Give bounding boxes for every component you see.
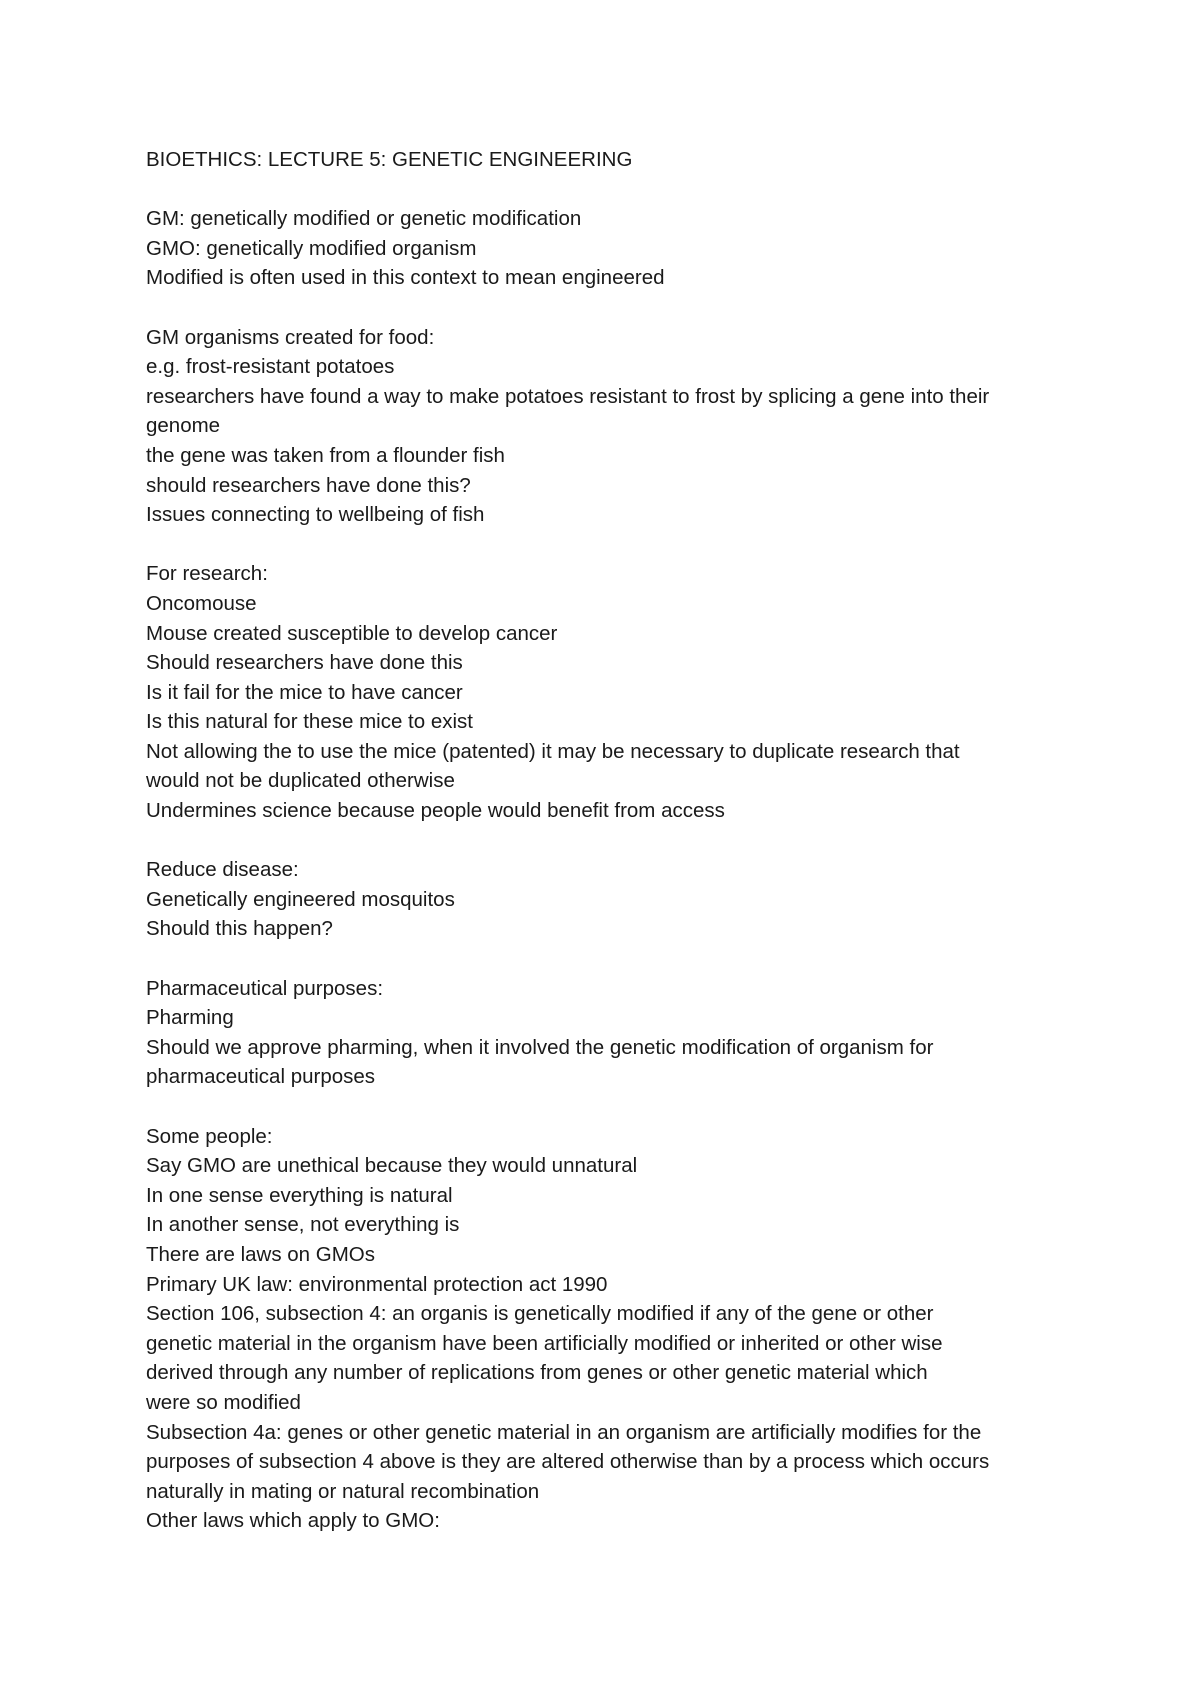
document-lines	[146, 175, 1086, 1536]
text-line: GM organisms created for food:	[146, 325, 435, 349]
text-line: Should researchers have done this	[146, 651, 463, 675]
blank-line	[146, 1092, 1086, 1122]
text-line: Genetically engineered mosquitos	[146, 887, 455, 911]
text-line: Some people:	[146, 1124, 273, 1148]
text-line: Pharmaceutical purposes:	[146, 976, 384, 1000]
text-line: researchers have found a way to make potatoes resistant to frost by splicing a gene into their	[146, 384, 990, 408]
text-line: Modified is often used in this context to mean engineered	[146, 266, 665, 290]
text-line: should researchers have done this?	[146, 473, 471, 497]
blank-line	[146, 826, 1086, 856]
text-line: In another sense, not everything is	[146, 1213, 460, 1237]
text-line: Subsection 4a: genes or other genetic material in an organism are artificially modifies for the	[146, 1420, 982, 1444]
text-line: Is this natural for these mice to exist	[146, 710, 473, 734]
text-line: Section 106, subsection 4: an organis is genetically modified if any of the gene or other	[146, 1302, 934, 1326]
text-line: Primary UK law: environmental protection act 1990	[146, 1272, 608, 1296]
text-line: naturally in mating or natural recombination	[146, 1479, 540, 1503]
text-line: Oncomouse	[146, 591, 257, 615]
text-line: GM: genetically modified or genetic modification	[146, 207, 582, 231]
text-line: Should we approve pharming, when it involved the genetic modification of organism for	[146, 1035, 934, 1059]
text-line: the gene was taken from a flounder fish	[146, 443, 505, 467]
text-line: For research:	[146, 562, 268, 586]
text-line: Other laws which apply to GMO:	[146, 1509, 440, 1533]
text-line: Pharming	[146, 1006, 234, 1030]
text-line: genetic material in the organism have been artificially modified or inherited or other wise	[146, 1331, 943, 1355]
text-line: derived through any number of replications from genes or other genetic material which	[146, 1361, 928, 1385]
text-line: Reduce disease:	[146, 858, 299, 882]
text-line: were so modified	[146, 1390, 301, 1414]
text-line: would not be duplicated otherwise	[146, 769, 455, 793]
text-line: purposes of subsection 4 above is they are altered otherwise than by a process which occurs	[146, 1450, 990, 1474]
text-line: Say GMO are unethical because they would unnatural	[146, 1154, 638, 1178]
blank-line	[146, 293, 1086, 323]
document-title: BIOETHICS: LECTURE 5: GENETIC ENGINEERING	[146, 148, 633, 171]
text-line: Not allowing the to use the mice (patented) it may be necessary to duplicate research that	[146, 739, 960, 763]
text-line: GMO: genetically modified organism	[146, 236, 477, 260]
text-line: e.g. frost-resistant potatoes	[146, 355, 395, 379]
text-line: Is it fail for the mice to have cancer	[146, 680, 463, 704]
text-line: Should this happen?	[146, 917, 333, 941]
text-line: Issues connecting to wellbeing of fish	[146, 503, 485, 527]
blank-line	[146, 175, 1086, 205]
text-line: pharmaceutical purposes	[146, 1065, 376, 1089]
text-line: There are laws on GMOs	[146, 1242, 375, 1266]
text-line: Mouse created susceptible to develop cancer	[146, 621, 558, 645]
blank-line	[146, 530, 1086, 560]
blank-line	[146, 944, 1086, 974]
text-line: genome	[146, 414, 221, 438]
text-line: Undermines science because people would benefit from access	[146, 799, 725, 823]
text-line: In one sense everything is natural	[146, 1183, 453, 1207]
document-body	[146, 145, 1086, 1536]
